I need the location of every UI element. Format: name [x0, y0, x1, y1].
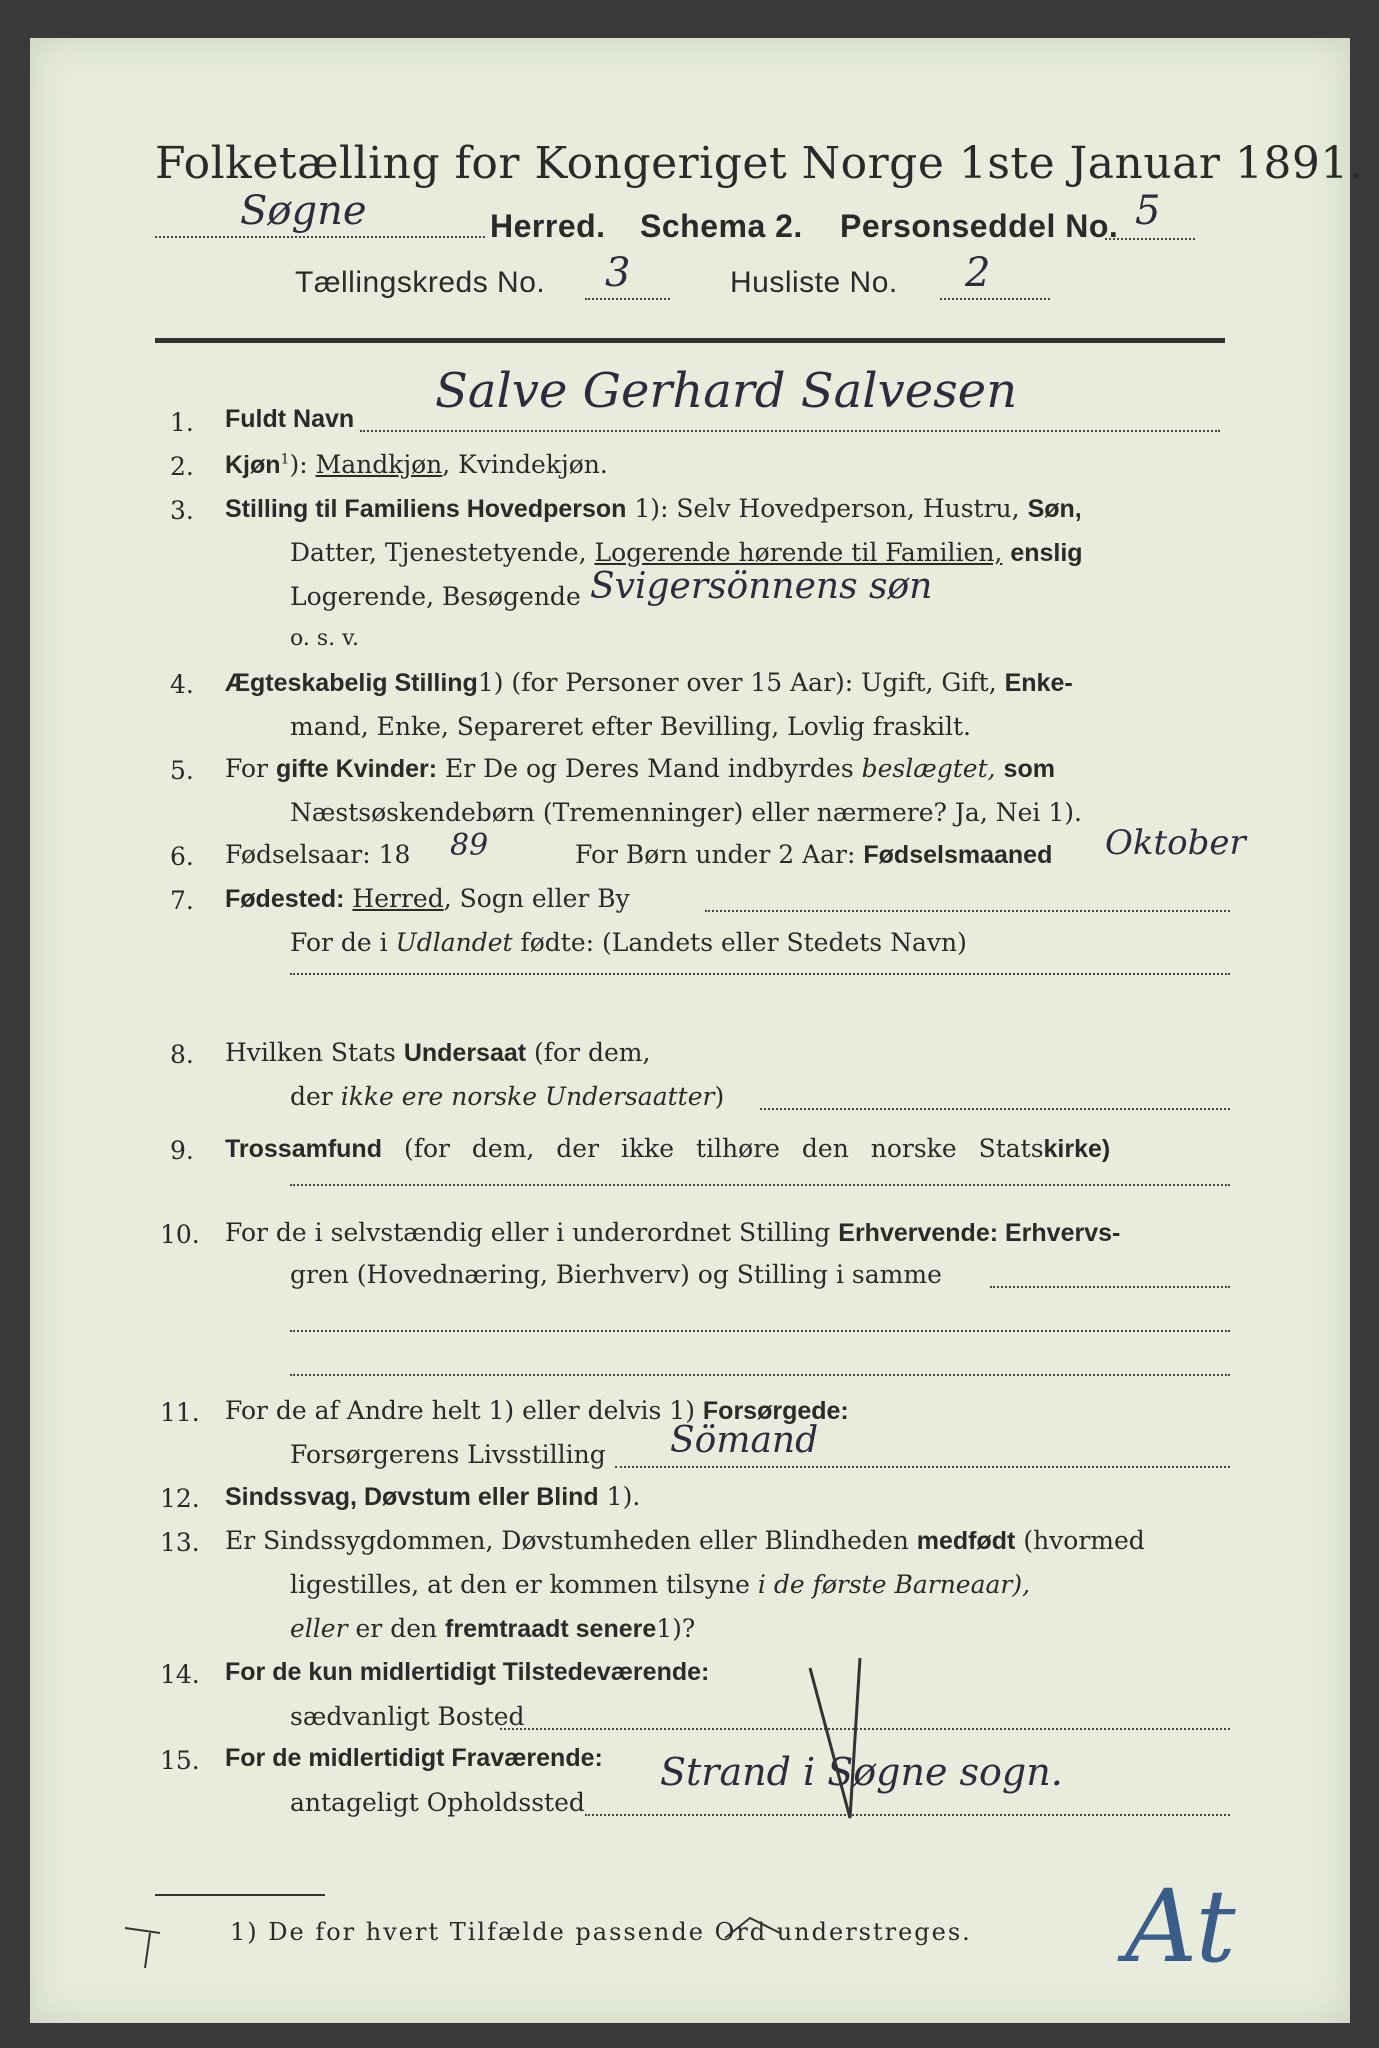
congenital-line-1: [225, 1526, 1145, 1556]
label-birth-year: Fødselsaar: 18: [225, 840, 411, 869]
kinship-for: For: [225, 754, 268, 783]
herred-label: Herred.: [490, 208, 606, 244]
marital-line-1: [225, 668, 1073, 698]
label-marital: Ægteskabelig Stilling: [225, 669, 478, 697]
stray-mark: [720, 1898, 790, 1948]
gender-sep: ):: [289, 450, 316, 479]
kinship-line-2: Næstsøskendebørn (Tremenninger) eller nærmere? Ja, Nei 1).: [290, 798, 1082, 827]
family-position-options: 1): Selv Hovedperson, Hustru,: [634, 494, 1020, 523]
birth-year-handwritten: 89: [450, 828, 489, 863]
congenital-line-3: [290, 1614, 695, 1644]
family-position-line-1: [225, 494, 1082, 524]
item-number: 12.: [160, 1484, 200, 1513]
label-full-name: Fuldt Navn: [225, 405, 355, 433]
citizenship-not-norwegian: ikke ere norske Undersaatter: [340, 1082, 715, 1111]
kinship-question: Er De og Deres Mand indbyrdes: [445, 754, 854, 783]
birthplace-line-1: [225, 884, 630, 914]
label-married-women: gifte Kvinder:: [275, 755, 438, 783]
option-herred-underlined: Herred: [352, 884, 444, 913]
probable-stay-dotline: [585, 1814, 1230, 1816]
footnote-text: 1) De for hvert Tilfælde passende Ord understreges.: [230, 1918, 972, 1946]
item-number: 1.: [170, 408, 194, 437]
family-position-line-3: Logerende, Besøgende: [290, 582, 581, 611]
personseddel-handwritten: 5: [1135, 188, 1161, 234]
option-lodger-underlined: Logerende hørende til Familien,: [594, 538, 1003, 567]
item-number: 2.: [170, 452, 194, 481]
husliste-dotline: [940, 298, 1050, 300]
congenital-paren: (hvormed: [1023, 1526, 1145, 1555]
congenital-text-2: ligestilles, at den er kommen tilsyne: [290, 1570, 750, 1599]
item-number: 9.: [170, 1136, 194, 1165]
item-number: 6.: [170, 842, 194, 871]
religion-dotline: [290, 1184, 1230, 1186]
label-birthplace: Fødested:: [225, 885, 345, 913]
label-occupation: Erhvervende: Erhvervs-: [838, 1219, 1121, 1247]
label-provider: Forsørgerens Livsstilling: [290, 1440, 606, 1469]
pencil-check-mark: [800, 1638, 880, 1828]
item-number: 5.: [170, 756, 194, 785]
religion-church: kirke): [1043, 1135, 1111, 1163]
citizenship-dotline: [760, 1108, 1230, 1110]
husliste-handwritten: 2: [965, 250, 991, 296]
label-under-two: For Børn under 2 Aar:: [575, 840, 856, 869]
label-disability: Sindssvag, Døvstum eller Blind: [225, 1483, 599, 1511]
disability-line: [225, 1482, 640, 1512]
personseddel-label: Personseddel No.: [840, 208, 1119, 244]
marital-line-2: mand, Enke, Separeret efter Bevilling, Lovlig fraskilt.: [290, 712, 971, 741]
family-position-options-2: Datter, Tjenestetyende,: [290, 538, 587, 567]
provider-dotline: [615, 1466, 1230, 1468]
citizenship-which: Hvilken Stats: [225, 1038, 396, 1067]
religion-text: (for dem, der ikke tilhøre den norske Stats: [403, 1134, 1044, 1163]
item-number: 4.: [170, 670, 194, 699]
provider-handwritten: Sömand: [670, 1420, 819, 1461]
gender-line: [225, 450, 608, 480]
header-rule: [155, 338, 1225, 343]
label-temporarily-present: For de kun midlertidigt Tilstedeværende:: [225, 1658, 710, 1686]
item-number: 8.: [170, 1040, 194, 1069]
label-religion: Trossamfund: [225, 1135, 382, 1163]
religion-line: [225, 1134, 1110, 1164]
item-number: 10.: [160, 1220, 200, 1249]
label-probable-stay: antageligt Opholdssted: [290, 1788, 585, 1817]
schema-label: Schema 2.: [640, 208, 803, 244]
label-usual-residence: sædvanligt Bosted: [290, 1702, 525, 1731]
congenital-or: eller: [290, 1614, 348, 1643]
full-name-dotline: [360, 430, 1220, 432]
option-single: enslig: [1010, 539, 1083, 567]
kreds-dotline: [585, 298, 670, 300]
occupation-dotline: [990, 1286, 1230, 1288]
label-supported: Forsørgede:: [702, 1397, 849, 1425]
blue-pencil-mark: At: [1125, 1868, 1236, 1985]
label-birth-month: Fødselsmaaned: [863, 841, 1053, 869]
family-position-handwritten: Svigersönnens søn: [590, 566, 933, 607]
birthplace-abroad: Udlandet: [395, 928, 513, 957]
kinship-as: som: [1003, 755, 1055, 783]
family-position-etc: o. s. v.: [290, 626, 359, 651]
stray-mark: [120, 1918, 180, 1978]
birthplace-line-2: [290, 928, 967, 957]
option-widower: Enke-: [1004, 669, 1073, 697]
birth-month-line: [575, 840, 1052, 870]
citizenship-for: (for dem,: [534, 1038, 651, 1067]
disability-ref: 1).: [606, 1482, 641, 1511]
birth-month-handwritten: Oktober: [1105, 823, 1246, 863]
citizenship-line-2: der ikke ere norske Undersaatter): [290, 1082, 725, 1111]
label-temporarily-absent: For de midlertidigt Fraværende:: [225, 1744, 603, 1772]
item-number: 15.: [160, 1746, 200, 1775]
label-gender: Kjøn: [225, 451, 281, 479]
item-number: 3.: [170, 496, 194, 525]
occupation-dotline-3: [290, 1374, 1230, 1376]
form-title: Folketælling for Kongeriget Norge 1ste Januar 1891.: [155, 138, 1364, 189]
citizenship-line-1: [225, 1038, 650, 1068]
congenital-later: fremtraadt senere: [445, 1615, 657, 1643]
citizenship-those: der: [290, 1082, 333, 1111]
congenital-childhood: i de første Barneaar),: [757, 1570, 1031, 1599]
label-congenital: medfødt: [916, 1527, 1016, 1555]
occupation-line-2: gren (Hovednæring, Bierhverv) og Stilling i samme: [290, 1260, 942, 1289]
kreds-handwritten: 3: [605, 250, 631, 296]
birthplace-dotline-2: [290, 973, 1230, 975]
label-citizen: Undersaat: [403, 1039, 527, 1067]
item-number: 11.: [160, 1398, 200, 1427]
item-number: 7.: [170, 886, 194, 915]
congenital-text: Er Sindssygdommen, Døvstumheden eller Blindheden: [225, 1526, 909, 1555]
item-number: 13.: [160, 1528, 200, 1557]
gender-male-underlined: Mandkjøn: [315, 450, 443, 479]
personseddel-dotline: [1105, 238, 1195, 240]
birthplace-options: , Sogn eller By: [443, 884, 630, 913]
item-number: 14.: [160, 1660, 200, 1689]
herred-handwritten: Søgne: [240, 188, 367, 234]
birthplace-country: fødte: (Landets eller Stedets Navn): [520, 928, 967, 957]
full-name-handwritten: Salve Gerhard Salvesen: [435, 363, 1018, 419]
kinship-line-1: [225, 754, 1055, 784]
herred-dotline: [155, 236, 485, 238]
footnote-rule: [155, 1894, 325, 1896]
gender-female: , Kvindekjøn.: [442, 450, 608, 479]
family-position-line-2: [290, 538, 1083, 568]
kreds-label: Tællingskreds No.: [295, 266, 546, 299]
occupation-dotline-2: [290, 1330, 1230, 1332]
probable-stay-handwritten: Strand i Søgne sogn.: [660, 1750, 1063, 1794]
footnote-ref: 1: [280, 451, 290, 468]
congenital-is: er den: [355, 1614, 438, 1643]
census-form-sheet: [30, 38, 1364, 2023]
birthplace-dotline: [705, 910, 1230, 912]
husliste-label: Husliste No.: [730, 266, 898, 299]
birthplace-for: For de i: [290, 928, 388, 957]
option-son: Søn,: [1027, 495, 1082, 523]
label-family-position: Stilling til Familiens Hovedperson: [225, 495, 627, 523]
support-text: For de af Andre helt 1) eller delvis 1): [225, 1396, 695, 1425]
occupation-line-1: [225, 1218, 1120, 1248]
occupation-text: For de i selvstændig eller i underordnet Stilling: [225, 1218, 831, 1247]
congenital-line-2: [290, 1570, 1030, 1599]
congenital-ref: 1)?: [656, 1614, 696, 1643]
marital-options: 1) (for Personer over 15 Aar): Ugift, Gift,: [477, 668, 997, 697]
kinship-related: beslægtet,: [861, 754, 996, 783]
